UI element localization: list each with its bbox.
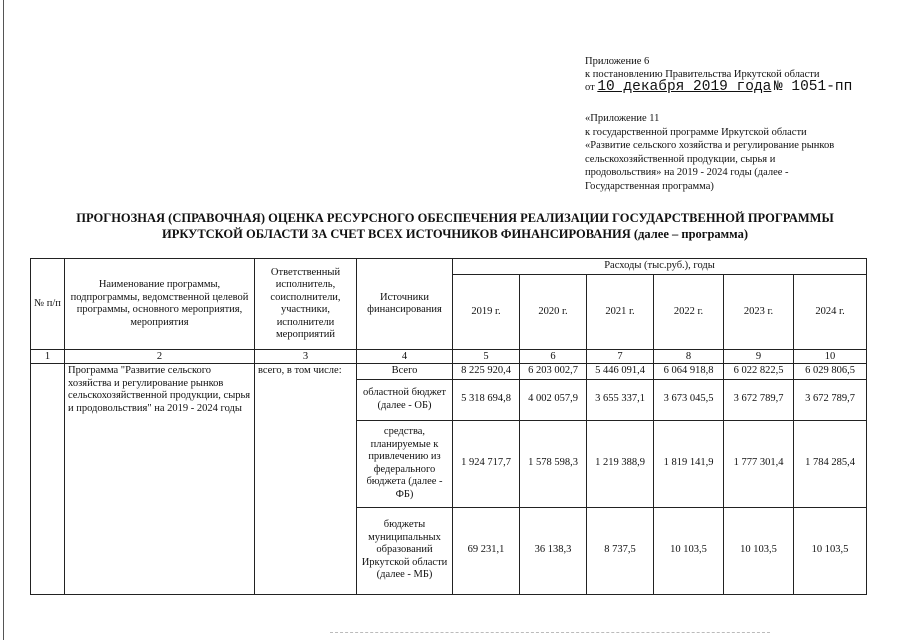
column-index: 3 (255, 350, 357, 364)
value-cell: 6 022 822,5 (724, 364, 794, 380)
header-year: 2024 г. (794, 275, 867, 350)
header-year: 2023 г. (724, 275, 794, 350)
column-index: 10 (794, 350, 867, 364)
annex-line-1: Приложение 6 (585, 56, 650, 67)
title-line-2: ИРКУТСКОЙ ОБЛАСТИ ЗА СЧЕТ ВСЕХ ИСТОЧНИКОВ ФИНАНСИРОВАНИЯ (далее – программа) (161, 226, 749, 241)
header-year: 2020 г. (520, 275, 587, 350)
header-expenses: Расходы (тыс.руб.), годы (453, 259, 867, 275)
budget-table (30, 258, 867, 595)
column-index: 9 (724, 350, 794, 364)
annex-date: 10 декабря 2019 года (597, 79, 772, 95)
header-row-1 (31, 259, 867, 275)
value-cell: 1 777 301,4 (724, 420, 794, 507)
value-cell: 10 103,5 (654, 507, 724, 594)
column-index: 1 (31, 350, 65, 364)
source-cell: областной бюджет (далее - ОБ) (357, 379, 453, 420)
value-cell: 1 819 141,9 (654, 420, 724, 507)
value-cell: 3 672 789,7 (724, 379, 794, 420)
column-index: 2 (65, 350, 255, 364)
scan-artifact-line (330, 632, 770, 636)
value-cell: 5 446 091,4 (587, 364, 654, 380)
value-cell: 6 029 806,5 (794, 364, 867, 380)
annex2-line-1: «Приложение 11 (585, 113, 660, 124)
header-num: № п/п (31, 259, 65, 350)
annex2-line-2: к государственной программе Иркутской области (585, 126, 807, 138)
header-year: 2022 г. (654, 275, 724, 350)
source-cell: Всего (357, 364, 453, 380)
source-cell: бюджеты муниципальных образований Иркутской области (далее - МБ) (357, 507, 453, 594)
column-index: 6 (520, 350, 587, 364)
value-cell: 5 318 694,8 (453, 379, 520, 420)
header-source: Источники финансирования (357, 259, 453, 350)
value-cell: 8 225 920,4 (453, 364, 520, 380)
table-row (31, 364, 867, 380)
annex-line-2: к постановлению Правительства Иркутской области (585, 69, 820, 80)
header-name: Наименование программы, подпрограммы, ведомственной целевой программы, основного мероприятия, мероприятия (65, 259, 255, 350)
header-year: 2019 г. (453, 275, 520, 350)
value-cell: 10 103,5 (724, 507, 794, 594)
header-executor: Ответственный исполнитель, соисполнители, участники, исполнители мероприятий (255, 259, 357, 350)
annex2-line-4: сельскохозяйственной продукции, сырья и (585, 153, 776, 165)
annex-subheader (585, 112, 875, 193)
value-cell: 3 655 337,1 (587, 379, 654, 420)
document-title (30, 211, 880, 242)
value-cell: 69 231,1 (453, 507, 520, 594)
value-cell: 1 924 717,7 (453, 420, 520, 507)
annex2-line-6: Государственная программа) (585, 180, 714, 192)
program-name: Программа "Развитие сельского хозяйства и регулирование рынков сельскохозяйственной продукции, сырья и продовольствия" на 2019 - 2024 годы (65, 364, 255, 595)
annex-date-prefix: от (585, 82, 595, 93)
program-number-cell (31, 364, 65, 595)
value-cell: 1 784 285,4 (794, 420, 867, 507)
annex2-line-5: продовольствия» на 2019 - 2024 годы (далее - (585, 167, 789, 178)
column-index: 7 (587, 350, 654, 364)
header-year: 2021 г. (587, 275, 654, 350)
program-executor: всего, в том числе: (255, 364, 357, 595)
value-cell: 10 103,5 (794, 507, 867, 594)
column-index: 4 (357, 350, 453, 364)
annex2-line-3: «Развитие сельского хозяйства и регулирование рынков (585, 140, 835, 151)
value-cell: 1 219 388,9 (587, 420, 654, 507)
value-cell: 36 138,3 (520, 507, 587, 594)
annex-header (585, 55, 885, 94)
value-cell: 8 737,5 (587, 507, 654, 594)
value-cell: 4 002 057,9 (520, 379, 587, 420)
value-cell: 3 673 045,5 (654, 379, 724, 420)
source-cell: средства, планируемые к привлечению из федерального бюджета (далее - ФБ) (357, 420, 453, 507)
page-edge-line (3, 0, 4, 640)
annex-number: № 1051-пп (773, 79, 853, 95)
column-index-row (31, 350, 867, 364)
value-cell: 1 578 598,3 (520, 420, 587, 507)
value-cell: 6 064 918,8 (654, 364, 724, 380)
annex-line-3 (585, 81, 885, 94)
title-line-1: ПРОГНОЗНАЯ (СПРАВОЧНАЯ) ОЦЕНКА РЕСУРСНОГО ОБЕСПЕЧЕНИЯ РЕАЛИЗАЦИИ ГОСУДАРСТВЕННОЙ ПРОГРАММЫ (76, 211, 834, 225)
value-cell: 6 203 002,7 (520, 364, 587, 380)
column-index: 5 (453, 350, 520, 364)
value-cell: 3 672 789,7 (794, 379, 867, 420)
column-index: 8 (654, 350, 724, 364)
